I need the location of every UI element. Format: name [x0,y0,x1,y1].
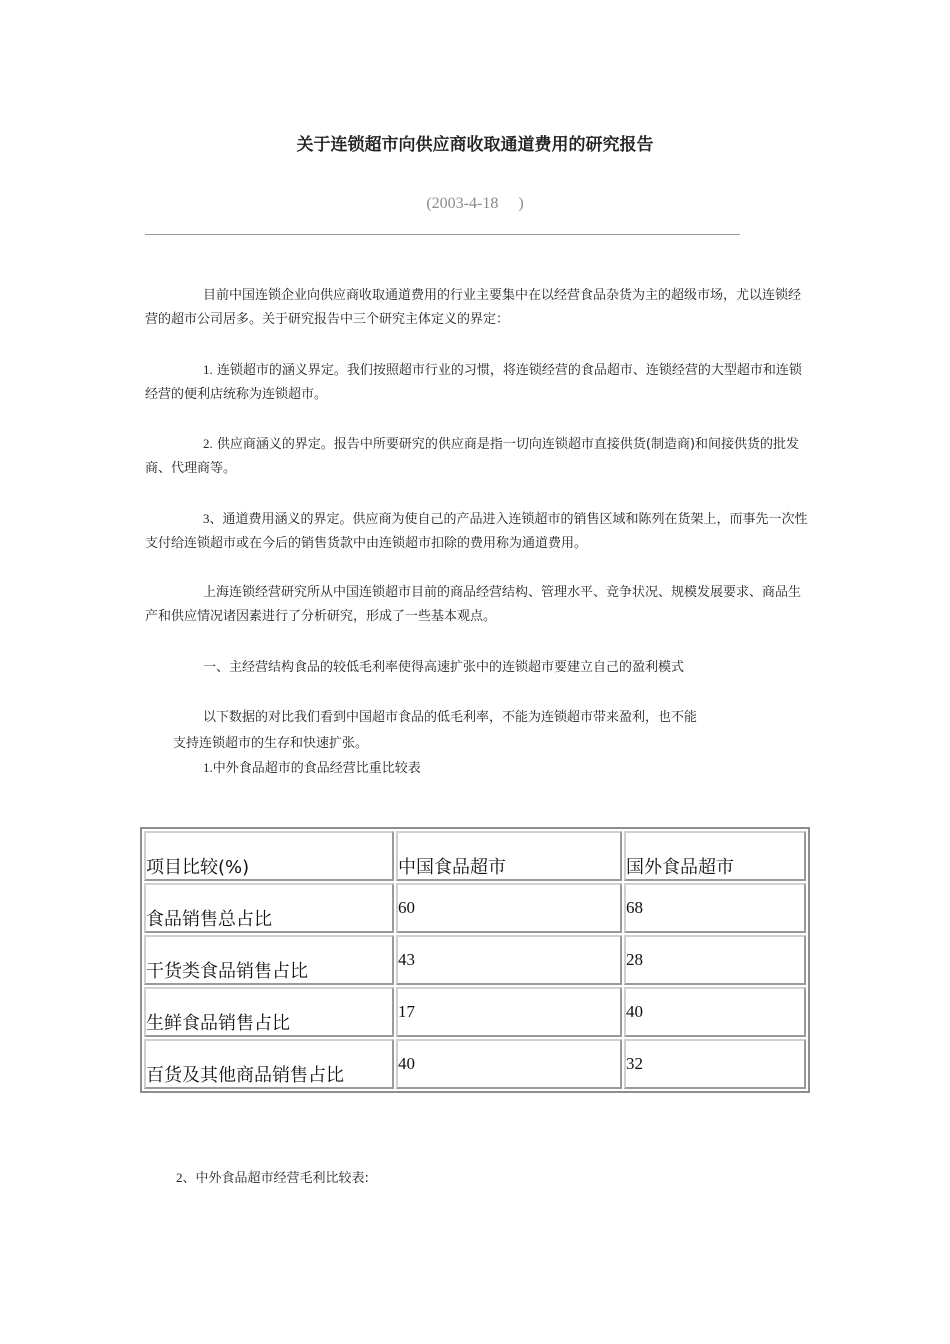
foreign-value: 32 [624,1039,806,1089]
row-label: 百货及其他商品销售占比 [144,1039,394,1089]
comparison-intro-line-1: 以下数据的对比我们看到中国超市食品的低毛利率，不能为连锁超市带来盈利，也不能 [203,710,698,725]
caption-text: 、中外食品超市经营毛利比较表: [182,1171,369,1186]
header-cell-china: 中国食品超市 [396,831,622,881]
header-cell-item: 项目比较(%) [144,831,394,881]
table-1-caption [203,756,421,781]
definition-number: 1. [203,362,213,377]
caption-text: 中外食品超市的食品经营比重比较表 [212,761,421,776]
title-divider [145,234,740,235]
table-row [144,935,806,985]
definition-supermarket [145,358,810,407]
china-value: 60 [396,883,622,933]
foreign-value: 28 [624,935,806,985]
row-label: 食品销售总占比 [144,883,394,933]
caption-number: 1. [203,760,213,775]
definition-supplier [145,432,810,481]
research-paragraph: 上海连锁经营研究所从中国连锁超市目前的商品经营结构、管理水平、竞争状况、规模发展要求、商品生产和供应情况诸因素进行了分析研究，形成了一些基本观点。 [145,585,802,624]
definition-number: 3 [203,511,210,526]
foreign-value: 40 [624,987,806,1037]
row-label: 生鲜食品销售占比 [144,987,394,1037]
china-value: 17 [396,987,622,1037]
row-label: 干货类食品销售占比 [144,935,394,985]
caption-number: 2 [176,1170,183,1185]
intro-paragraph: 目前中国连锁企业向供应商收取通道费用的行业主要集中在以经营食品杂货为主的超级市场，尤以连锁经营的超市公司居多。关于研究报告中三个研究主体定义的界定： [145,288,802,327]
comparison-intro-line-2: 支持连锁超市的生存和快速扩张。 [173,736,369,751]
definition-text: 供应商涵义的界定。报告中所要研究的供应商是指一切向连锁超市直接供货(制造商)和间接供货的批发商、代理商等。 [145,437,800,476]
food-ratio-comparison-table [140,827,810,1093]
definition-channel-fee [145,507,810,556]
table-2-caption [176,1166,369,1191]
definition-text: 连锁超市的涵义界定。我们按照超市行业的习惯，将连锁经营的食品超市、连锁经营的大型超市和连锁经营的便利店统称为连锁超市。 [145,363,802,402]
section-heading-1: 一、主经营结构食品的较低毛利率使得高速扩张中的连锁超市要建立自己的盈利模式 [203,660,685,675]
china-value: 40 [396,1039,622,1089]
definition-number: 2. [203,436,213,451]
definition-text: 、通道费用涵义的界定。供应商为使自己的产品进入连锁超市的销售区域和陈列在货架上，而事先一次性支付给连锁超市或在今后的销售货款中由连锁超市扣除的费用称为通道费用。 [145,512,808,551]
foreign-value: 68 [624,883,806,933]
table-header-row [144,831,806,881]
table-row [144,1039,806,1089]
document-date: (2003-4-18 ) [426,195,524,212]
table-row [144,883,806,933]
header-cell-foreign: 国外食品超市 [624,831,806,881]
china-value: 43 [396,935,622,985]
document-title: 关于连锁超市向供应商收取通道费用的研究报告 [296,135,654,155]
table-row [144,987,806,1037]
